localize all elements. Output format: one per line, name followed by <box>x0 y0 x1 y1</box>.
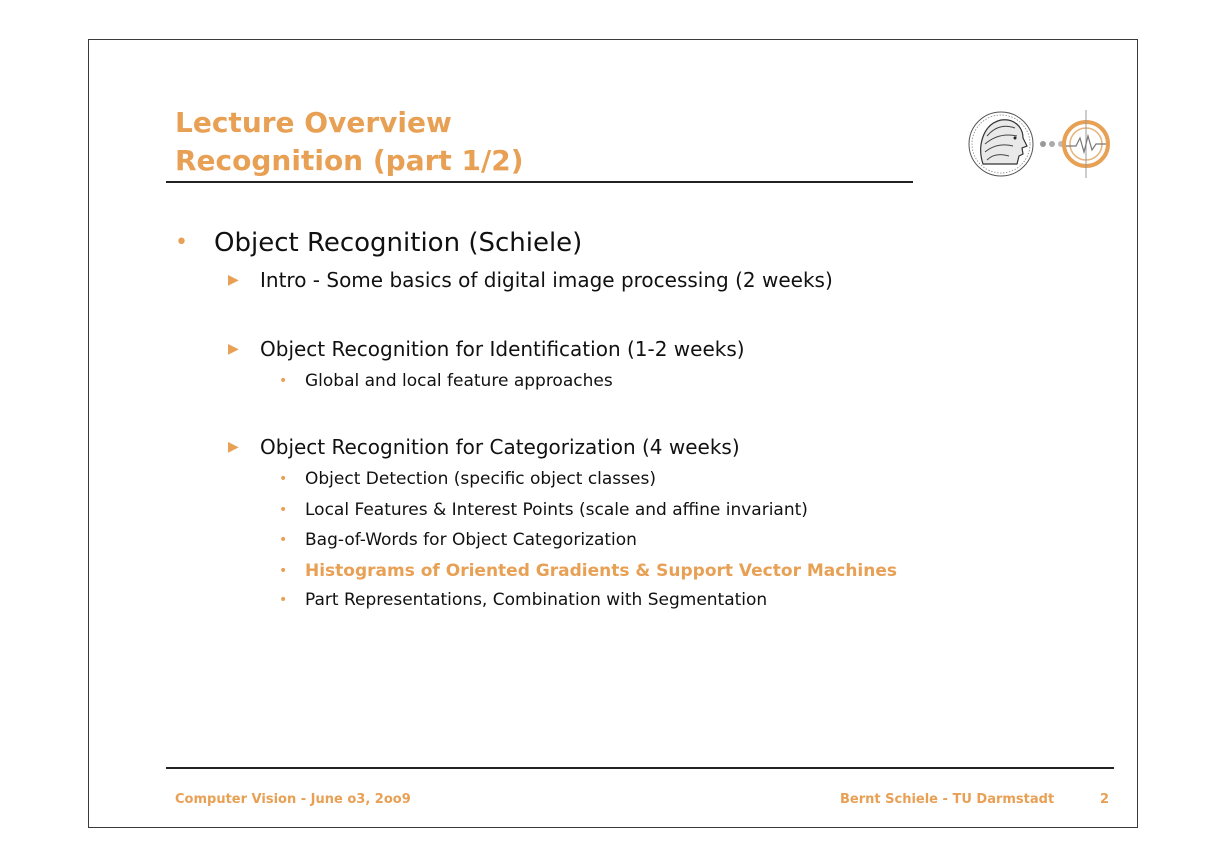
athena-head-icon <box>969 112 1033 176</box>
title-line-2: Recognition (part 1/2) <box>175 144 524 177</box>
bullet-categorization-text: Object Recognition for Categorization (4 weeks) <box>260 435 740 459</box>
triangle-bullet-icon: ▶ <box>228 341 239 357</box>
bullet-dot-icon: • <box>279 373 288 389</box>
highlighted-sub-bullet-text: Histograms of Oriented Gradients & Support Vector Machines <box>305 561 898 581</box>
sub-bullet-text: Object Detection (specific object classes) <box>305 469 656 489</box>
connector-dots-icon <box>1040 141 1064 147</box>
title-divider <box>166 181 913 183</box>
tu-darmstadt-logo <box>965 106 1115 182</box>
bullet-dot-icon: • <box>279 502 288 518</box>
slide-title <box>175 104 524 180</box>
sub-bullet-text: Bag-of-Words for Object Categorization <box>305 530 637 550</box>
slide <box>88 39 1138 828</box>
sub-bullet-text: Global and local feature approaches <box>305 371 613 391</box>
bullet-identification-text: Object Recognition for Identification (1-2 weeks) <box>260 337 745 361</box>
footer-course-date: Computer Vision - June o3, 2oo9 <box>175 792 411 807</box>
bullet-dot-icon: • <box>279 592 288 608</box>
bullet-dot-icon: • <box>279 563 288 579</box>
title-line-1: Lecture Overview <box>175 106 452 139</box>
footer-divider <box>166 767 1114 769</box>
page-number: 2 <box>1100 792 1110 807</box>
bullet-dot-icon: • <box>279 532 288 548</box>
bullet-dot-icon: • <box>175 230 188 255</box>
sub-bullet-text: Local Features & Interest Points (scale and affine invariant) <box>305 500 808 520</box>
triangle-bullet-icon: ▶ <box>228 272 239 288</box>
sub-bullet-text: Part Representations, Combination with Segmentation <box>305 590 768 610</box>
bullet-intro-text: Intro - Some basics of digital image processing (2 weeks) <box>260 268 833 292</box>
footer-author: Bernt Schiele - TU Darmstadt <box>840 792 1055 807</box>
triangle-bullet-icon: ▶ <box>228 439 239 455</box>
bullet-main-text: Object Recognition (Schiele) <box>214 228 583 258</box>
emblem-icon <box>1064 110 1108 178</box>
bullet-dot-icon: • <box>279 471 288 487</box>
